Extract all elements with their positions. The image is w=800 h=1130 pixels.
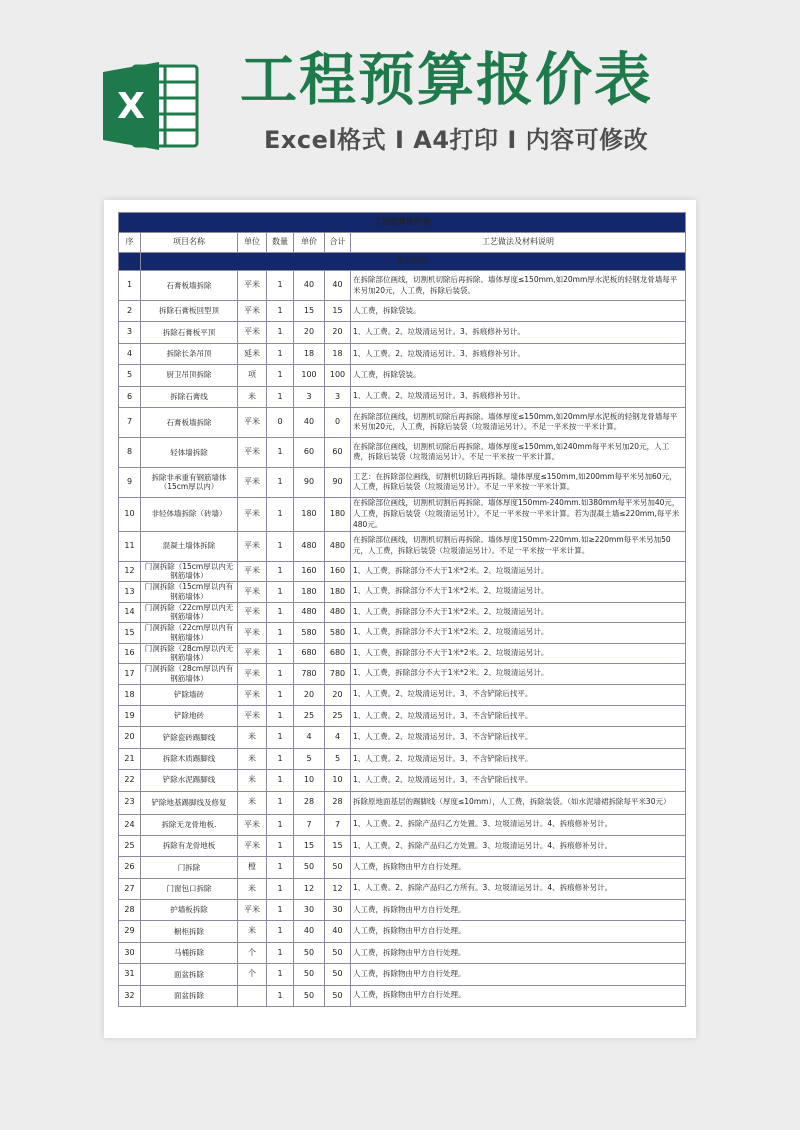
row-total: 12 [325,878,351,899]
row-total: 100 [325,365,351,386]
row-total: 60 [325,437,351,467]
row-price: 50 [294,985,325,1006]
row-unit: 米 [238,921,267,942]
row-qty: 1 [267,835,294,856]
row-item-name: 门洞拆除（28cm厚以内无钢筋墙体） [141,643,238,664]
row-unit: 平米 [238,602,267,623]
row-qty: 1 [267,467,294,497]
row-total: 10 [325,770,351,791]
row-seq: 3 [119,322,141,343]
row-description: 在拆除部位画线，切割机切割后再拆除。墙体厚度150mm-240mm.如380mm每平米另加40元，人工费，拆除后装袋（垃圾清运另计）。不足一平米按一平米计算。若为混凝土墙≤220mm,每平米480元。 [351,497,686,531]
row-seq: 8 [119,437,141,467]
row-total: 480 [325,602,351,623]
row-unit: 平米 [238,623,267,644]
row-seq: 19 [119,705,141,726]
table-row [119,942,686,963]
row-qty: 1 [267,322,294,343]
table-row [119,664,686,685]
row-unit: 平米 [238,531,267,561]
row-total: 7 [325,814,351,835]
row-item-name: 拆除木质踢脚线 [141,748,238,769]
table-row [119,705,686,726]
row-seq: 1 [119,271,141,301]
row-item-name: 厨卫吊顶拆除 [141,365,238,386]
row-unit: 平米 [238,497,267,531]
row-description: 人工费，拆除物由甲方自行处理。 [351,942,686,963]
row-item-name: 石膏板墙拆除 [141,407,238,437]
logo-letter: X [117,86,145,127]
row-item-name: 门窗包口拆除 [141,878,238,899]
row-price: 25 [294,705,325,726]
row-total: 30 [325,900,351,921]
row-price: 3 [294,386,325,407]
row-item-name: 石膏板墙拆除 [141,271,238,301]
row-seq: 22 [119,770,141,791]
row-unit: 米 [238,878,267,899]
row-description: 在拆除部位画线，切割机切除后再拆除。墙体厚度≤150mm,如240mm每平米另加20元，人工费，拆除后装袋（垃圾清运另计）。不足一平米按一平米计算。 [351,437,686,467]
row-total: 15 [325,835,351,856]
row-price: 5 [294,748,325,769]
row-unit: 米 [238,770,267,791]
row-qty: 1 [267,386,294,407]
row-seq: 14 [119,602,141,623]
row-item-name: 面盆拆除 [141,964,238,985]
header-price: 单价 [294,233,325,253]
row-unit: 平米 [238,705,267,726]
row-qty: 1 [267,664,294,685]
row-seq: 24 [119,814,141,835]
row-qty: 1 [267,643,294,664]
table-row [119,921,686,942]
row-qty: 1 [267,878,294,899]
table-row [119,582,686,603]
row-total: 50 [325,985,351,1006]
row-qty: 1 [267,727,294,748]
table-row [119,814,686,835]
row-unit: 平米 [238,835,267,856]
row-qty: 1 [267,301,294,322]
row-price: 18 [294,343,325,364]
table-row [119,748,686,769]
row-price: 15 [294,301,325,322]
table-row [119,437,686,467]
row-seq: 6 [119,386,141,407]
row-unit: 米 [238,791,267,814]
row-description: 1、人工费。2、垃圾清运另计。3、不含铲除后找平。 [351,748,686,769]
row-price: 20 [294,322,325,343]
row-price: 40 [294,271,325,301]
row-item-name: 混凝土墙体拆除 [141,531,238,561]
row-item-name: 拆除长条吊顶 [141,343,238,364]
row-price: 480 [294,531,325,561]
banner [0,0,800,195]
table-row [119,386,686,407]
row-price: 10 [294,770,325,791]
row-seq: 16 [119,643,141,664]
row-unit: 平米 [238,407,267,437]
row-unit: 平米 [238,437,267,467]
row-qty: 1 [267,582,294,603]
excel-logo-icon [103,60,201,152]
quote-table [118,212,686,1007]
row-item-name: 门洞拆除（15cm厚以内无钢筋墙体） [141,561,238,582]
header-desc: 工艺做法及材料说明 [351,233,686,253]
row-description: 1、人工费，拆除部分不大于1米*2米。2、垃圾清运另计。 [351,561,686,582]
table-row [119,365,686,386]
row-description: 1、人工费。2、垃圾清运另计。3、不含铲除后找平。 [351,705,686,726]
section-marker: 一 [119,253,141,271]
row-unit: 平米 [238,664,267,685]
row-description: 1、人工费。2、拆除产品归乙方所有。3、垃圾清运另计。4、拆痕修补另计。 [351,878,686,899]
row-total: 5 [325,748,351,769]
section-row [119,253,686,271]
row-total: 15 [325,301,351,322]
row-description: 1、人工费，拆除部分不大于1米*2米。2、垃圾清运另计。 [351,664,686,685]
row-price: 160 [294,561,325,582]
row-description: 拆除原地面基层的踢脚线（厚度≤10mm），人工费，拆除装袋。（如水泥墙裙拆除每平米30元） [351,791,686,814]
row-seq: 12 [119,561,141,582]
row-description: 1、人工费。2、垃圾清运另计。3、拆痕修补另计。 [351,343,686,364]
row-qty: 1 [267,964,294,985]
row-total: 780 [325,664,351,685]
row-seq: 27 [119,878,141,899]
row-item-name: 拆除石膏板平顶 [141,322,238,343]
row-unit: 平米 [238,643,267,664]
row-item-name: 拆除石膏线 [141,386,238,407]
row-description: 1、人工费。2、拆除产品归乙方处置。3、垃圾清运另计。4、拆痕修补另计。 [351,835,686,856]
table-row [119,791,686,814]
header-name: 项目名称 [141,233,238,253]
row-item-name: 轻体墙拆除 [141,437,238,467]
row-seq: 9 [119,467,141,497]
row-qty: 1 [267,748,294,769]
table-row [119,467,686,497]
row-total: 180 [325,582,351,603]
row-description: 人工费，拆除袋装。 [351,301,686,322]
row-seq: 2 [119,301,141,322]
header-row [119,233,686,253]
row-description: 人工费，拆除物由甲方自行处理。 [351,964,686,985]
row-description: 1、人工费。2、垃圾清运另计。3、拆痕修补另计。 [351,386,686,407]
row-description: 人工费，拆除物由甲方自行处理。 [351,900,686,921]
header-unit: 单位 [238,233,267,253]
row-qty: 1 [267,857,294,878]
row-unit: 平米 [238,582,267,603]
row-qty: 1 [267,343,294,364]
table-row [119,727,686,748]
row-item-name: 拆除石膏板回型顶 [141,301,238,322]
row-unit [238,985,267,1006]
row-description: 人工费，拆除袋装。 [351,365,686,386]
row-unit: 平米 [238,467,267,497]
table-row [119,835,686,856]
row-qty: 1 [267,814,294,835]
row-item-name: 马桶拆除 [141,942,238,963]
row-qty: 1 [267,900,294,921]
table-row [119,770,686,791]
row-seq: 23 [119,791,141,814]
row-seq: 28 [119,900,141,921]
row-description: 1、人工费，拆除部分不大于1米*2米。2、垃圾清运另计。 [351,643,686,664]
row-price: 780 [294,664,325,685]
row-total: 0 [325,407,351,437]
row-price: 40 [294,407,325,437]
table-row [119,623,686,644]
row-seq: 5 [119,365,141,386]
row-description: 1、人工费。2、垃圾清运另计。3、不含铲除后找平。 [351,727,686,748]
row-price: 15 [294,835,325,856]
row-description: 1、人工费，拆除部分不大于1米*2米。2、垃圾清运另计。 [351,623,686,644]
row-unit: 个 [238,942,267,963]
row-seq: 31 [119,964,141,985]
row-item-name: 铲除墙砖 [141,684,238,705]
table-row [119,643,686,664]
section-label: 拆除项目 [141,253,686,271]
row-unit: 项 [238,365,267,386]
row-seq: 18 [119,684,141,705]
row-seq: 21 [119,748,141,769]
table-title: 工程预算报价表 [119,213,686,233]
row-qty: 1 [267,684,294,705]
row-item-name: 拆除非承重有钢筋墙体（15cm厚以内） [141,467,238,497]
spreadsheet-page [104,200,696,1038]
row-qty: 0 [267,407,294,437]
table-row [119,531,686,561]
header-qty: 数量 [267,233,294,253]
row-item-name: 门洞拆除（22cm厚以内有钢筋墙体） [141,623,238,644]
row-seq: 30 [119,942,141,963]
row-description: 1、人工费，拆除部分不大于1米*2米。2、垃圾清运另计。 [351,602,686,623]
row-seq: 7 [119,407,141,437]
row-description: 在拆除部位画线，切割机切割后再拆除。墙体厚度150mm-220mm.如≥220mm每平米另加50元，人工费，拆除后装袋（垃圾清运另计）。不足一平米按一平米计算。 [351,531,686,561]
row-total: 40 [325,921,351,942]
row-unit: 平米 [238,301,267,322]
row-item-name: 铲除地基踢脚线及修复 [141,791,238,814]
row-item-name: 护墙板拆除 [141,900,238,921]
row-qty: 1 [267,437,294,467]
table-row [119,857,686,878]
row-price: 4 [294,727,325,748]
row-unit: 平米 [238,322,267,343]
row-item-name: 门洞拆除（28cm厚以内有钢筋墙体） [141,664,238,685]
row-seq: 10 [119,497,141,531]
row-item-name: 拆除无龙骨地板. [141,814,238,835]
row-item-name: 面盆拆除 [141,985,238,1006]
row-qty: 1 [267,623,294,644]
row-price: 480 [294,602,325,623]
row-description: 1、人工费。2、垃圾清运另计。3、不含铲除后找平。 [351,684,686,705]
row-item-name: 铲除瓷砖踢脚线 [141,727,238,748]
row-total: 160 [325,561,351,582]
row-qty: 1 [267,791,294,814]
row-price: 12 [294,878,325,899]
row-qty: 1 [267,531,294,561]
row-price: 30 [294,900,325,921]
table-row [119,271,686,301]
row-seq: 25 [119,835,141,856]
table-row [119,497,686,531]
row-total: 20 [325,684,351,705]
row-qty: 1 [267,561,294,582]
row-price: 90 [294,467,325,497]
row-seq: 29 [119,921,141,942]
row-qty: 1 [267,602,294,623]
table-row [119,407,686,437]
row-qty: 1 [267,271,294,301]
row-description: 人工费，拆除物由甲方自行处理。 [351,921,686,942]
row-description: 工艺：在拆除部位画线，切割机切除后再拆除。墙体厚度≤150mm,如200mm每平米另加60元，人工费，拆除后装袋（垃圾清运另计）。不足一平米按一平米计算。 [351,467,686,497]
row-seq: 26 [119,857,141,878]
row-price: 680 [294,643,325,664]
table-row [119,878,686,899]
row-item-name: 门拆除 [141,857,238,878]
row-unit: 米 [238,727,267,748]
table-row [119,900,686,921]
table-row [119,343,686,364]
row-total: 50 [325,964,351,985]
row-description: 1、人工费，拆除部分不大于1米*2米。2、垃圾清运另计。 [351,582,686,603]
row-total: 3 [325,386,351,407]
row-price: 580 [294,623,325,644]
row-unit: 米 [238,386,267,407]
row-price: 60 [294,437,325,467]
row-unit: 个 [238,964,267,985]
row-description: 人工费，拆除物由甲方自行处理。 [351,857,686,878]
row-total: 680 [325,643,351,664]
row-total: 580 [325,623,351,644]
main-title: 工程预算报价表 [240,47,653,113]
row-description: 1、人工费。2、拆除产品归乙方处置。3、垃圾清运另计。4、拆痕修补另计。 [351,814,686,835]
row-total: 180 [325,497,351,531]
row-qty: 1 [267,705,294,726]
row-price: 50 [294,942,325,963]
row-price: 50 [294,857,325,878]
row-price: 100 [294,365,325,386]
table-row [119,985,686,1006]
row-item-name: 铲除水泥踢脚线 [141,770,238,791]
row-total: 28 [325,791,351,814]
row-price: 40 [294,921,325,942]
table-row [119,561,686,582]
row-unit: 平米 [238,561,267,582]
table-row [119,684,686,705]
row-price: 20 [294,684,325,705]
row-qty: 1 [267,497,294,531]
row-description: 1、人工费。2、垃圾清运另计。3、拆痕修补另计。 [351,322,686,343]
row-total: 90 [325,467,351,497]
row-unit: 樘 [238,857,267,878]
row-item-name: 门洞拆除（22cm厚以内无钢筋墙体） [141,602,238,623]
row-item-name: 非轻体墙拆除（砖墙） [141,497,238,531]
row-item-name: 橱柜拆除 [141,921,238,942]
row-qty: 1 [267,985,294,1006]
table-row [119,322,686,343]
row-price: 180 [294,497,325,531]
row-seq: 17 [119,664,141,685]
row-price: 28 [294,791,325,814]
row-item-name: 拆除有龙骨地板 [141,835,238,856]
row-total: 4 [325,727,351,748]
row-unit: 平米 [238,814,267,835]
row-description: 1、人工费。2、垃圾清运另计。3、不含铲除后找平。 [351,770,686,791]
row-unit: 平米 [238,684,267,705]
row-total: 20 [325,322,351,343]
header-total: 合计 [325,233,351,253]
row-total: 40 [325,271,351,301]
header-seq: 序 [119,233,141,253]
row-total: 50 [325,857,351,878]
row-unit: 平米 [238,900,267,921]
row-seq: 32 [119,985,141,1006]
subtitle: Excel格式 Ⅰ A4打印 Ⅰ 内容可修改 [264,126,649,154]
row-unit: 米 [238,748,267,769]
row-qty: 1 [267,942,294,963]
row-qty: 1 [267,770,294,791]
row-total: 480 [325,531,351,561]
row-qty: 1 [267,365,294,386]
row-description: 在拆除部位画线，切割机切除后再拆除。墙体厚度≤150mm,如20mm厚水泥板的轻钢龙骨墙每平米另加20元，人工费，拆除后装袋。 [351,271,686,301]
row-total: 50 [325,942,351,963]
row-description: 在拆除部位画线，切割机切除后再拆除。墙体厚度≤150mm,如20mm厚水泥板的轻钢龙骨墙每平米另加20元，人工费，拆除后装袋（垃圾清运另计）。不足一平米按一平米计算。 [351,407,686,437]
row-seq: 15 [119,623,141,644]
row-seq: 20 [119,727,141,748]
row-seq: 13 [119,582,141,603]
row-price: 50 [294,964,325,985]
row-unit: 平米 [238,271,267,301]
table-row [119,602,686,623]
table-row [119,301,686,322]
table-row [119,964,686,985]
row-unit: 延米 [238,343,267,364]
row-item-name: 门洞拆除（15cm厚以内有钢筋墙体） [141,582,238,603]
row-total: 25 [325,705,351,726]
row-seq: 4 [119,343,141,364]
row-description: 人工费，拆除物由甲方自行处理。 [351,985,686,1006]
row-item-name: 铲除地砖 [141,705,238,726]
row-price: 180 [294,582,325,603]
row-seq: 11 [119,531,141,561]
row-total: 18 [325,343,351,364]
row-price: 7 [294,814,325,835]
row-qty: 1 [267,921,294,942]
table-title-row [119,213,686,233]
